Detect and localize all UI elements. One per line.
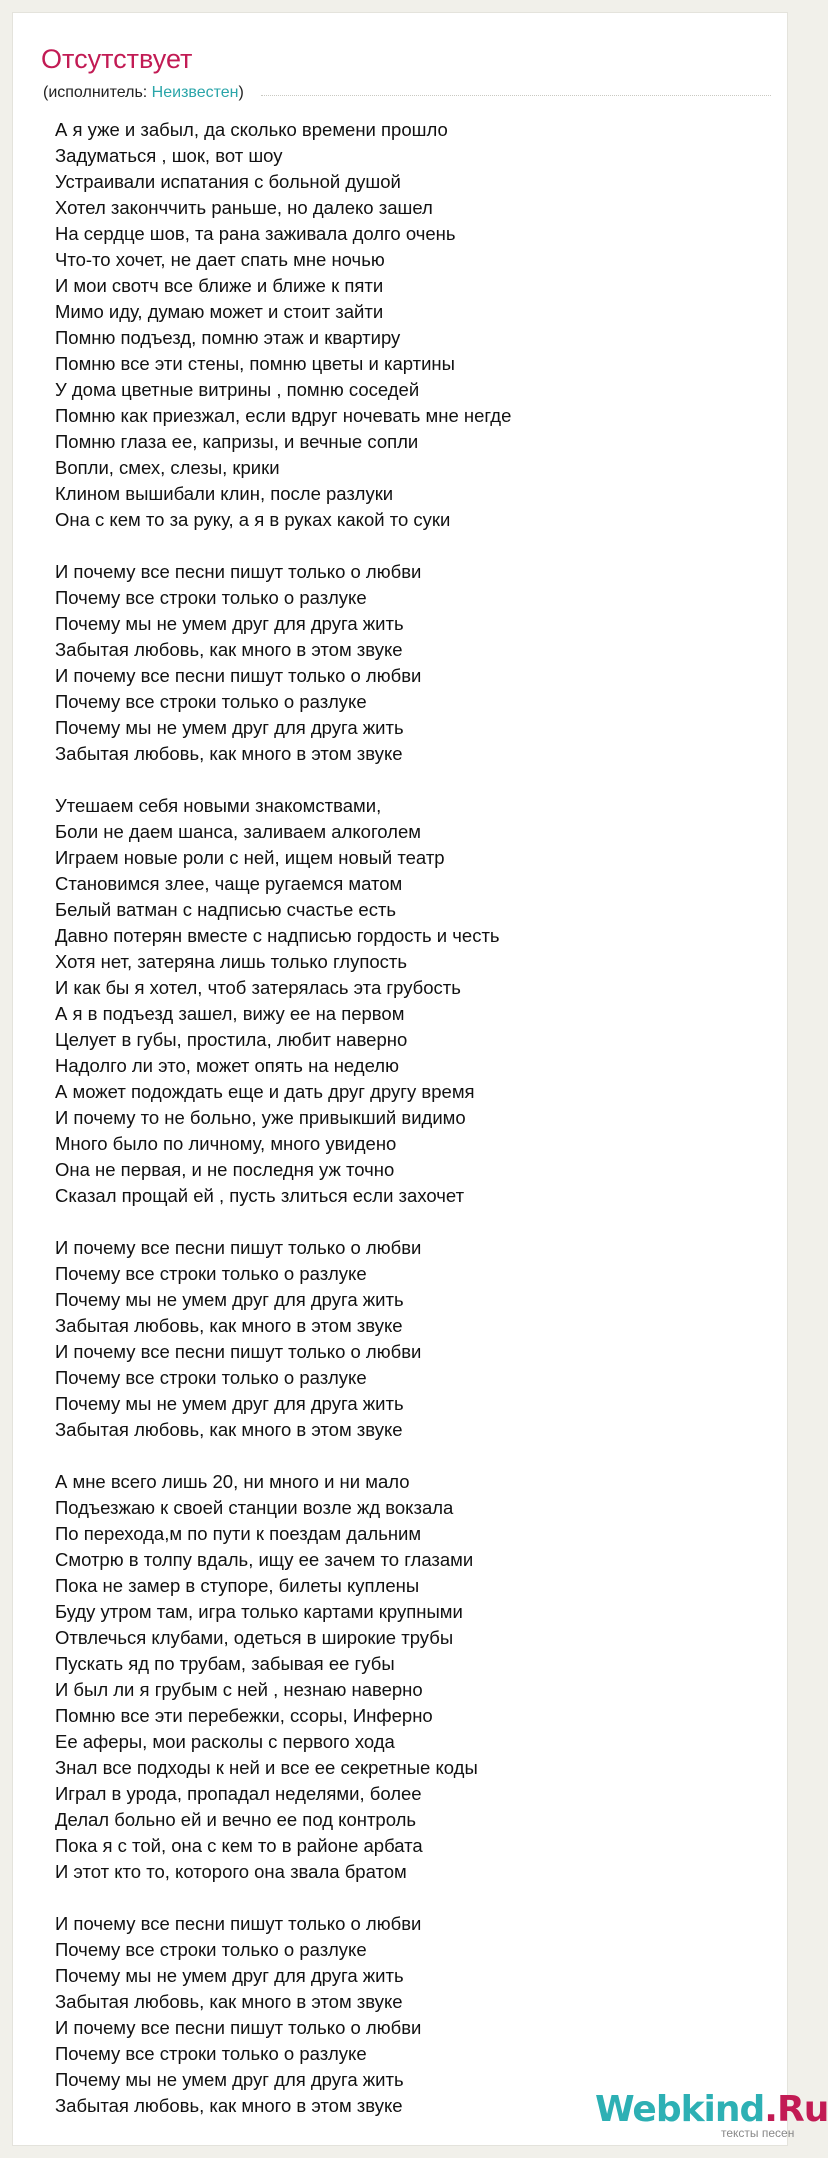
lyrics-line: У дома цветные витрины , помню соседей xyxy=(55,379,420,400)
lyrics-stanza xyxy=(55,1469,511,1885)
lyrics-line: Давно потерян вместе с надписью гордость и честь xyxy=(55,925,500,946)
lyrics-text xyxy=(55,117,511,2145)
lyrics-stanza xyxy=(55,1911,511,2119)
lyrics-line: И был ли я грубым с ней , незнаю наверно xyxy=(55,1679,423,1700)
lyrics-stanza xyxy=(55,793,511,1209)
lyrics-card xyxy=(12,12,828,2146)
lyrics-line: Знал все подходы к ней и все ее секретные коды xyxy=(55,1757,478,1778)
logo-brand: Webkind xyxy=(595,2089,765,2130)
lyrics-line: И почему все песни пишут только о любви xyxy=(55,665,422,686)
lyrics-line: Смотрю в толпу вдаль, ищу ее зачем то глазами xyxy=(55,1549,474,1570)
lyrics-line: Почему мы не умем друг для друга жить xyxy=(55,613,404,634)
lyrics-line: Пускать яд по трубам, забывая ее губы xyxy=(55,1653,395,1674)
performer-line xyxy=(43,83,244,103)
lyrics-line: Помню как приезжал, если вдруг ночевать мне негде xyxy=(55,405,512,426)
lyrics-line: Задуматься , шок, вот шоу xyxy=(55,145,283,166)
lyrics-line: Белый ватман с надписью счастье есть xyxy=(55,899,397,920)
lyrics-line: Почему все строки только о разлуке xyxy=(55,2043,367,2064)
logo-tld: .Ru xyxy=(764,2089,828,2130)
lyrics-line: Мимо иду, думаю может и стоит зайти xyxy=(55,301,384,322)
lyrics-line: Почему все строки только о разлуке xyxy=(55,1367,367,1388)
performer-link[interactable]: Неизвестен xyxy=(151,84,239,101)
lyrics-line: На сердце шов, та рана заживала долго очень xyxy=(55,223,456,244)
lyrics-line: Она не первая, и не последня уж точно xyxy=(55,1159,395,1180)
performer-prefix: (исполнитель: xyxy=(43,84,152,101)
lyrics-line: И почему то не больно, уже привыкший видимо xyxy=(55,1107,466,1128)
lyrics-line: Хотя нет, затеряна лишь только глупость xyxy=(55,951,408,972)
lyrics-line: Что-то хочет, не дает спать мне ночью xyxy=(55,249,385,270)
lyrics-line: И почему все песни пишут только о любви xyxy=(55,1341,422,1362)
lyrics-line: Много было по личному, много увидено xyxy=(55,1133,397,1154)
lyrics-line: Целует в губы, простила, любит наверно xyxy=(55,1029,408,1050)
lyrics-line: Вопли, смех, слезы, крики xyxy=(55,457,280,478)
lyrics-line: Подъезжаю к своей станции возле жд вокзала xyxy=(55,1497,454,1518)
lyrics-line: Помню все эти перебежки, ссоры, Инферно xyxy=(55,1705,433,1726)
lyrics-line: Почему все строки только о разлуке xyxy=(55,1263,367,1284)
lyrics-line: Устраивали испатания с больной душой xyxy=(55,171,401,192)
lyrics-line: Почему мы не умем друг для друга жить xyxy=(55,2069,404,2090)
lyrics-line: Она с кем то за руку, а я в руках какой то суки xyxy=(55,509,451,530)
lyrics-line: Почему все строки только о разлуке xyxy=(55,1939,367,1960)
lyrics-line: Почему мы не умем друг для друга жить xyxy=(55,1965,404,1986)
lyrics-line: И этот кто то, которого она звала братом xyxy=(55,1861,407,1882)
lyrics-line: Буду утром там, игра только картами крупными xyxy=(55,1601,463,1622)
lyrics-line: Боли не даем шанса, заливаем алкоголем xyxy=(55,821,421,842)
lyrics-line: И почему все песни пишут только о любви xyxy=(55,1237,422,1258)
lyrics-line: И почему все песни пишут только о любви xyxy=(55,1913,422,1934)
lyrics-line: Забытая любовь, как много в этом звуке xyxy=(55,1991,403,2012)
logo-tagline: тексты песен xyxy=(720,2126,795,2140)
lyrics-line: А я уже и забыл, да сколько времени прошло xyxy=(55,119,448,140)
logo-wordmark xyxy=(595,2090,828,2130)
lyrics-stanza xyxy=(55,559,511,767)
lyrics-line: Помню все эти стены, помню цветы и картины xyxy=(55,353,455,374)
lyrics-line: И мои свотч все ближе и ближе к пяти xyxy=(55,275,384,296)
lyrics-line: Забытая любовь, как много в этом звуке xyxy=(55,1315,403,1336)
lyrics-line: Отвлечься клубами, одеться в широкие трубы xyxy=(55,1627,454,1648)
lyrics-stanza xyxy=(55,117,511,533)
lyrics-line: А я в подъезд зашел, вижу ее на первом xyxy=(55,1003,405,1024)
lyrics-line: Делал больно ей и вечно ее под контроль xyxy=(55,1809,417,1830)
webkind-logo[interactable] xyxy=(595,2090,828,2140)
performer-suffix: ) xyxy=(238,84,244,101)
lyrics-line: Пока не замер в ступоре, билеты куплены xyxy=(55,1575,420,1596)
lyrics-line: Ее аферы, мои расколы с первого хода xyxy=(55,1731,395,1752)
lyrics-line: А мне всего лишь 20, ни много и ни мало xyxy=(55,1471,410,1492)
title-divider xyxy=(261,95,771,96)
lyrics-line: По перехода,м по пути к поездам дальним xyxy=(55,1523,422,1544)
song-title: Отсутствует xyxy=(41,44,193,74)
lyrics-line: Играл в урода, пропадал неделями, более xyxy=(55,1783,422,1804)
lyrics-line: Забытая любовь, как много в этом звуке xyxy=(55,743,403,764)
lyrics-stanza xyxy=(55,1235,511,1443)
lyrics-line: Играем новые роли с ней, ищем новый театр xyxy=(55,847,445,868)
lyrics-line: Почему все строки только о разлуке xyxy=(55,691,367,712)
lyrics-line: Сказал прощай ей , пусть злиться если захочет xyxy=(55,1185,465,1206)
lyrics-line: Клином вышибали клин, после разлуки xyxy=(55,483,394,504)
lyrics-line: И почему все песни пишут только о любви xyxy=(55,2017,422,2038)
lyrics-line: А может подождать еще и дать друг другу время xyxy=(55,1081,475,1102)
lyrics-line: Становимся злее, чаще ругаемся матом xyxy=(55,873,403,894)
lyrics-line: Помню подъезд, помню этаж и квартиру xyxy=(55,327,401,348)
lyrics-line: И почему все песни пишут только о любви xyxy=(55,561,422,582)
lyrics-line: Надолго ли это, может опять на неделю xyxy=(55,1055,399,1076)
lyrics-line: Почему все строки только о разлуке xyxy=(55,587,367,608)
lyrics-line: Помню глаза ее, капризы, и вечные сопли xyxy=(55,431,419,452)
lyrics-line: Пока я с той, она с кем то в районе арбата xyxy=(55,1835,423,1856)
lyrics-line: Хотел законччить раньше, но далеко зашел xyxy=(55,197,433,218)
lyrics-line: Утешаем себя новыми знакомствами, xyxy=(55,795,382,816)
lyrics-line: Забытая любовь, как много в этом звуке xyxy=(55,639,403,660)
lyrics-line: Почему мы не умем друг для друга жить xyxy=(55,1289,404,1310)
lyrics-line: И как бы я хотел, чтоб затерялась эта грубость xyxy=(55,977,461,998)
lyrics-line: Почему мы не умем друг для друга жить xyxy=(55,717,404,738)
lyrics-line: Забытая любовь, как много в этом звуке xyxy=(55,2095,403,2116)
lyrics-line: Почему мы не умем друг для друга жить xyxy=(55,1393,404,1414)
lyrics-line: Забытая любовь, как много в этом звуке xyxy=(55,1419,403,1440)
